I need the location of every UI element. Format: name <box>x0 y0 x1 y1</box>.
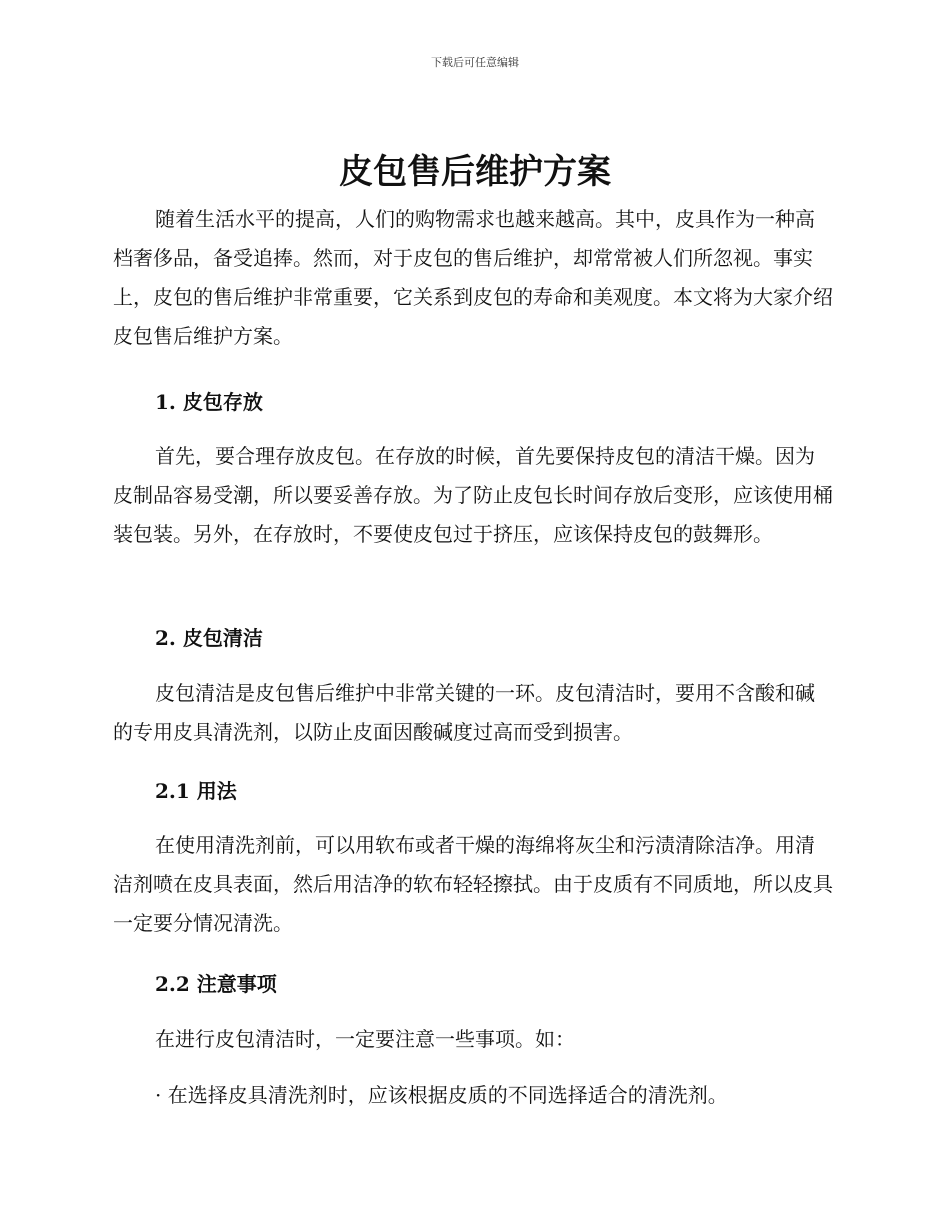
intro-paragraph: 随着生活水平的提高，人们的购物需求也越来越高。其中，皮具作为一种高档奢侈品，备受追捧。然而，对于皮包的售后维护，却常常被人们所忽视。事实上，皮包的售后维护非常重要，它关系到皮包的寿命和美观度。本文将为大家介绍皮包售后维护方案。 <box>113 207 833 348</box>
section-2-2-paragraph: 在进行皮包清洁时，一定要注意一些事项。如： <box>155 1027 575 1051</box>
section-2-1-paragraph: 在使用清洗剂前，可以用软布或者干燥的海绵将灰尘和污渍清除洁净。用清洁剂喷在皮具表面，然后用洁净的软布轻轻擦拭。由于皮质有不同质地，所以皮具一定要分情况清洗。 <box>113 833 833 935</box>
document-title: 皮包售后维护方案 <box>339 152 611 192</box>
section-2-heading: 2. 皮包清洁 <box>155 626 263 650</box>
section-1-paragraph: 首先，要合理存放皮包。在存放的时候，首先要保持皮包的清洁干燥。因为皮制品容易受潮，所以要妥善存放。为了防止皮包长时间存放后变形，应该使用桶装包装。另外，在存放时，不要使皮包过于挤压，应该保持皮包的鼓舞形。 <box>113 444 833 546</box>
bullet-item: · 在选择皮具清洗剂时，应该根据皮质的不同选择适合的清洗剂。 <box>155 1083 728 1107</box>
section-2-paragraph: 皮包清洁是皮包售后维护中非常关键的一环。皮包清洁时，要用不含酸和碱的专用皮具清洗剂，以防止皮面因酸碱度过高而受到损害。 <box>113 681 815 744</box>
header-note: 下载后可任意编辑 <box>431 56 519 69</box>
section-1-heading: 1. 皮包存放 <box>155 390 263 414</box>
section-2-2-heading: 2.2 注意事项 <box>155 972 277 996</box>
section-2-1-heading: 2.1 用法 <box>155 779 237 803</box>
